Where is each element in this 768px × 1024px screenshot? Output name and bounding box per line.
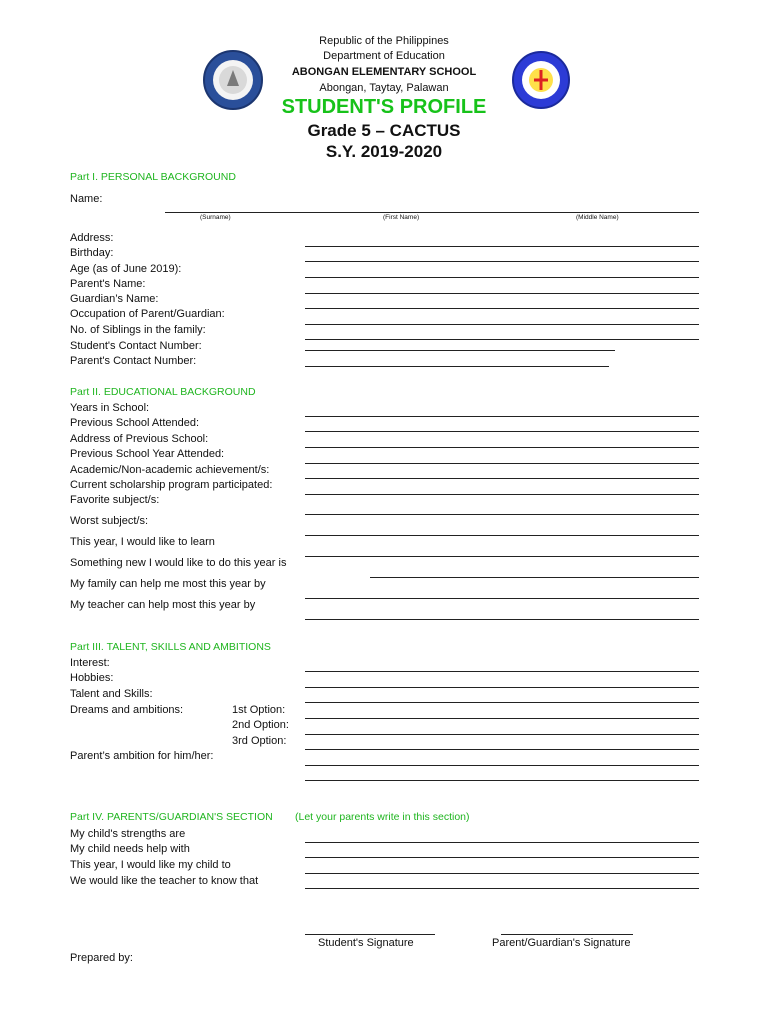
school-name: ABONGAN ELEMENTARY SCHOOL [291,66,477,78]
strengths-line[interactable] [305,842,699,843]
part1-heading: Part I. PERSONAL BACKGROUND [70,171,236,183]
page-title: STUDENT'S PROFILE [281,96,487,118]
needs-help-line[interactable] [305,857,699,858]
dreams-label: Dreams and ambitions: [70,704,184,716]
header-line1: Republic of the Philippines [319,35,449,47]
address-line[interactable] [305,246,699,247]
years-in-school-line[interactable] [305,416,699,417]
needs-help-label: My child needs help with [70,843,190,855]
previous-school-label: Previous School Attended: [70,417,200,429]
family-help-label: My family can help me most this year by [70,578,266,590]
favorite-subject-line[interactable] [305,514,699,515]
worst-subject-label: Worst subject/s: [70,515,149,527]
option2-line[interactable] [305,734,699,735]
part2-heading: Part II. EDUCATIONAL BACKGROUND [70,386,256,398]
part4-note: (Let your parents write in this section) [295,811,470,823]
scholarship-label: Current scholarship program participated: [70,479,273,491]
occupation-label: Occupation of Parent/Guardian: [70,308,225,320]
student-signature-label: Student's Signature [318,937,414,949]
previous-school-address-line[interactable] [305,447,699,448]
previous-school-line[interactable] [305,431,699,432]
parent-contact-label: Parent's Contact Number: [70,355,197,367]
something-new-line[interactable] [370,577,699,578]
teacher-know-label: We would like the teacher to know that [70,875,259,887]
guardians-name-label: Guardian’s Name: [70,293,159,305]
parents-name-line[interactable] [305,293,699,294]
hobbies-line[interactable] [305,687,699,688]
learn-label: This year, I would like to learn [70,536,215,548]
middle-name-caption: (Middle Name) [576,214,619,221]
grade-section: Grade 5 – CACTUS [307,121,461,140]
teacher-help-line[interactable] [305,619,699,620]
surname-caption: (Surname) [200,214,231,221]
school-year: S.Y. 2019-2020 [325,142,443,161]
option1-label: 1st Option: [232,704,286,716]
first-name-caption: (First Name) [383,214,420,221]
school-address: Abongan, Taytay, Palawan [319,82,449,94]
previous-school-address-label: Address of Previous School: [70,433,209,445]
address-label: Address: [70,232,114,244]
part3-heading: Part III. TALENT, SKILLS AND AMBITIONS [70,641,271,653]
siblings-line[interactable] [305,339,699,340]
name-line[interactable] [165,212,699,213]
child-goal-line[interactable] [305,873,699,874]
interest-label: Interest: [70,657,110,669]
age-label: Age (as of June 2019): [70,263,182,275]
previous-school-year-label: Previous School Year Attended: [70,448,225,460]
option1-line[interactable] [305,718,699,719]
teacher-help-label: My teacher can help most this year by [70,599,256,611]
teacher-know-line[interactable] [305,888,699,889]
scholarship-line[interactable] [305,494,699,495]
occupation-line[interactable] [305,324,699,325]
option3-label: 3rd Option: [232,735,287,747]
parent-signature-line[interactable] [501,934,633,935]
header-line2: Department of Education [323,50,445,62]
parent-contact-line[interactable] [305,366,609,367]
parent-ambition-line-2[interactable] [305,780,699,781]
talent-line[interactable] [305,702,699,703]
achievements-line[interactable] [305,478,699,479]
interest-line[interactable] [305,671,699,672]
hobbies-label: Hobbies: [70,672,114,684]
student-contact-line[interactable] [305,350,615,351]
strengths-label: My child's strengths are [70,828,186,840]
student-contact-label: Student's Contact Number: [70,340,202,352]
achievements-label: Academic/Non-academic achievement/s: [70,464,270,476]
prepared-by-label: Prepared by: [70,952,133,964]
birthday-label: Birthday: [70,247,114,259]
part4-heading: Part IV. PARENTS/GUARDIAN'S SECTION [70,811,273,823]
something-new-label: Something new I would like to do this year is [70,557,287,569]
name-label: Name: [70,193,103,205]
birthday-line[interactable] [305,261,699,262]
talent-label: Talent and Skills: [70,688,153,700]
family-help-line[interactable] [305,598,699,599]
child-goal-label: This year, I would like my child to [70,859,231,871]
favorite-subject-label: Favorite subject/s: [70,494,160,506]
option2-label: 2nd Option: [232,719,289,731]
learn-line[interactable] [305,556,699,557]
parents-name-label: Parent's Name: [70,278,146,290]
parent-signature-label: Parent/Guardian's Signature [492,937,631,949]
worst-subject-line[interactable] [305,535,699,536]
years-in-school-label: Years in School: [70,402,150,414]
siblings-label: No. of Siblings in the family: [70,324,206,336]
parent-ambition-label: Parent’s ambition for him/her: [70,750,214,762]
guardians-name-line[interactable] [305,308,699,309]
age-line[interactable] [305,277,699,278]
student-signature-line[interactable] [305,934,435,935]
previous-school-year-line[interactable] [305,463,699,464]
parent-ambition-line-1[interactable] [305,765,699,766]
option3-line[interactable] [305,749,699,750]
